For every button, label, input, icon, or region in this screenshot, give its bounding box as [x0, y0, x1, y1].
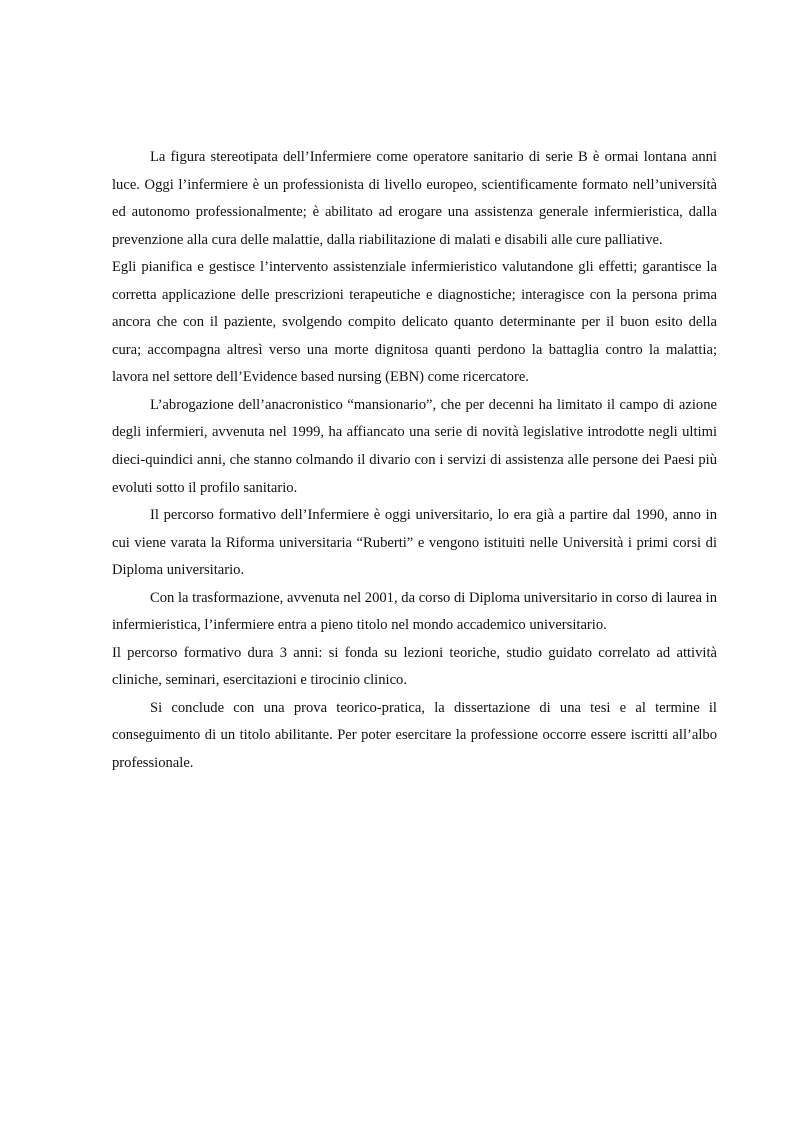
paragraph-7: Si conclude con una prova teorico-pratica, la dissertazione di una tesi e al termine il conseguimento di un titolo abilitante. Per poter esercitare la professione occorre essere iscritti all’albo professionale.	[112, 699, 717, 772]
paragraph-3: L’abrogazione dell’anacronistico “mansionario”, che per decenni ha limitato il campo di azione degli infermieri, avvenuta nel 1999, ha affiancato una serie di novità legislative introdotte negli ultimi dieci-quindici anni, che stanno colmando il divario con i servizi di assistenza alle persone dei Paesi più evoluti sotto il profilo sanitario.	[112, 396, 717, 496]
paragraph-1: La figura stereotipata dell’Infermiere come operatore sanitario di serie B è ormai lontana anni luce. Oggi l’infermiere è un professionista di livello europeo, scientificamente formato nell’università ed autonomo professionalmente; è abilitato ad erogare una assistenza generale infermieristica, dalla prevenzione alla cura delle malattie, dalla riabilitazione di malati e disabili alle cure palliative.	[112, 149, 717, 248]
paragraph-5: Con la trasformazione, avvenuta nel 2001, da corso di Diploma universitario in corso di laurea in infermieristica, l’infermiere entra a pieno titolo nel mondo accademico universitario.	[112, 589, 717, 634]
paragraph-2: Egli pianifica e gestisce l’intervento assistenziale infermieristico valutandone gli effetti; garantisce la corretta applicazione delle prescrizioni terapeutiche e diagnostiche; interagisce con la persona prima ancora che con il paziente, svolgendo compito delicato quanto determinante per il buon esito della cura; accompagna altresì verso una morte dignitosa quanti perdono la battaglia contro la malattia; lavora nel settore dell’Evidence based nursing (EBN) come ricercatore.	[112, 259, 717, 386]
paragraph-6: Il percorso formativo dura 3 anni: si fonda su lezioni teoriche, studio guidato correlato ad attività cliniche, seminari, esercitazioni e tirocinio clinico.	[112, 644, 717, 689]
document-page	[112, 144, 717, 778]
paragraph-4: Il percorso formativo dell’Infermiere è oggi universitario, lo era già a partire dal 1990, anno in cui viene varata la Riforma universitaria “Ruberti” e vengono istituiti nelle Università i primi corsi di Diploma universitario.	[112, 507, 717, 579]
